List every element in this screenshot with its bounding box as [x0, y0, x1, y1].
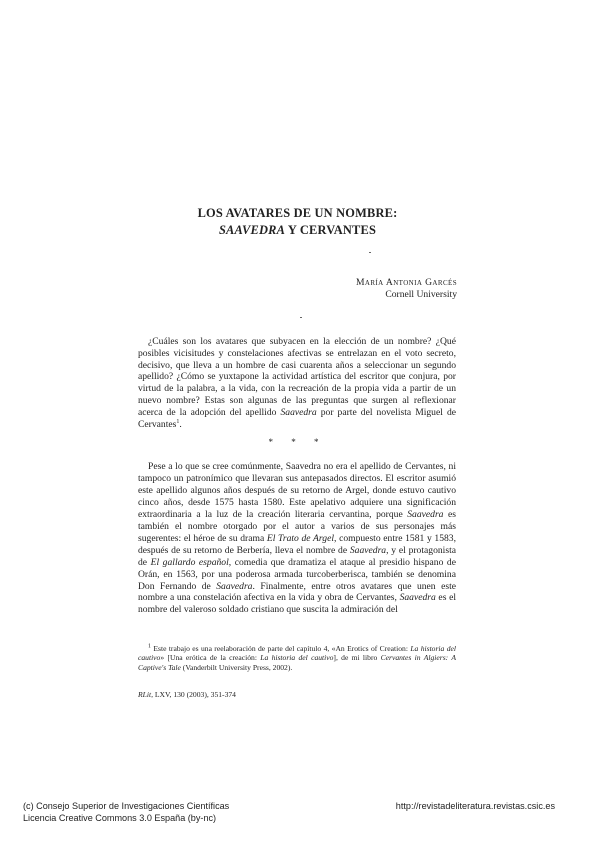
abstract-text-end: por parte del novelista Miguel de Cervantes — [138, 406, 456, 430]
footnote-text: Este trabajo es una reelaboración de parte del capítulo 4, «An Erotics of Creation: — [151, 644, 411, 653]
body-italic: Saavedra — [216, 580, 253, 592]
body-segment: , compuesto entre 1581 y 1583, después de su retorno de Berbería, lleva el nombre de — [138, 532, 456, 556]
abstract-period: . — [179, 418, 182, 430]
journal-url-link[interactable]: http://revistadeliteratura.revistas.csic.es — [395, 801, 555, 811]
author-name: María Antonia Garcés — [355, 277, 457, 288]
article-title — [0, 205, 595, 239]
abstract-text: ¿Cuáles son los avatares que subyacen en la elección de un nombre? ¿Qué posibles vicisitudes y constelaciones afectivas se entrelazan en el voto secreto, decisivo, que lleva a un hombre de casi cuarenta años a seleccionar un segundo apellido? ¿Cómo se yuxtapone la actividad artística del escritor que conjura, por virtud de la palabra, a la vida, con la recreación de la propia vida a partir de un nuevo nombre? Estas son algunas de las preguntas que surgen al reflexionar acerca de la adopción del apellido — [138, 336, 456, 418]
citation-details: , LXV, 130 (2003), 351-374 — [151, 690, 236, 699]
title-line-2 — [0, 222, 595, 239]
footnote-text: » [Una erótica de la creación: — [160, 653, 261, 663]
body-italic: Saavedra — [407, 508, 444, 520]
body-italic: Saavedra — [349, 544, 387, 556]
author-affiliation: Cornell University — [385, 288, 457, 300]
body-paragraph — [138, 461, 456, 616]
abstract-paragraph — [138, 336, 456, 430]
footnote-italic: La historia del cautivo — [260, 653, 334, 663]
copyright-text: (c) Consejo Superior de Investigaciones Científicas — [23, 801, 230, 811]
body-segment: es el nombre del valeroso soldado cristiano que suscita la admiración del — [138, 592, 456, 616]
footnote-text: (Vanderbilt University Press, 2002). — [180, 662, 293, 672]
footnote-paragraph — [138, 644, 456, 672]
title-italic-word: SAAVEDRA — [218, 223, 286, 237]
journal-abbrev: RLit — [138, 690, 152, 699]
body-segment: es también el nombre otorgado por el autor a varios de sus personajes más sugerentes: el héroe de su drama — [138, 508, 457, 544]
footnote-text: ], de mi libro — [333, 653, 381, 663]
author-block — [356, 277, 457, 300]
footnote-reference: 1 — [176, 418, 180, 425]
body-segment: , y el protagonista de — [138, 544, 456, 568]
footnote — [138, 644, 456, 672]
speck-mark — [300, 317, 302, 318]
body-segment: Pese a lo que se cree comúnmente, Saavedra no era el apellido de Cervantes, ni tampoco un patronímico que llevaran sus antepasados directos. El escritor asumió este apellido algunos años después de su retorno de Argel, donde estuvo cautivo cinco años, desde 1575 hasta 1580. Este apelativo adquiere una significación extraordinaria a la luz de la creación literaria cervantina, porque — [138, 461, 456, 520]
footnote-italic: Cervantes in Algiers: A Captive's Tale — [138, 653, 456, 672]
abstract — [138, 336, 456, 430]
title-line-1: LOS AVATARES DE UN NOMBRE: — [197, 206, 398, 220]
license-text: Licencia Creative Commons 3.0 España (by-nc) — [23, 813, 217, 823]
body-italic: El gallardo español — [150, 556, 229, 568]
speck-mark — [369, 252, 371, 253]
title-line-2-rest: Y CERVANTES — [285, 223, 377, 237]
journal-citation — [138, 690, 236, 699]
body-segment: , comedia que dramatiza el ataque al presidio hispano de Orán, en 1563, por una poderosa armada turcoberberisca, también se denomina Don Fernando de — [138, 556, 456, 592]
footnote-number: 1 — [148, 643, 151, 650]
body-segment: . Finalmente, entre otros avatares que unen este nombre a una constelación afectiva en la vida y obra de Cervantes, — [138, 580, 456, 604]
body-italic: El Trato de Argel — [266, 532, 335, 544]
body-text — [138, 461, 456, 616]
body-italic: Saavedra — [399, 592, 436, 604]
footnote-italic: La historia del cautivo — [138, 644, 456, 663]
section-separator: * * * — [268, 437, 327, 447]
abstract-italic: Saavedra — [280, 406, 317, 418]
